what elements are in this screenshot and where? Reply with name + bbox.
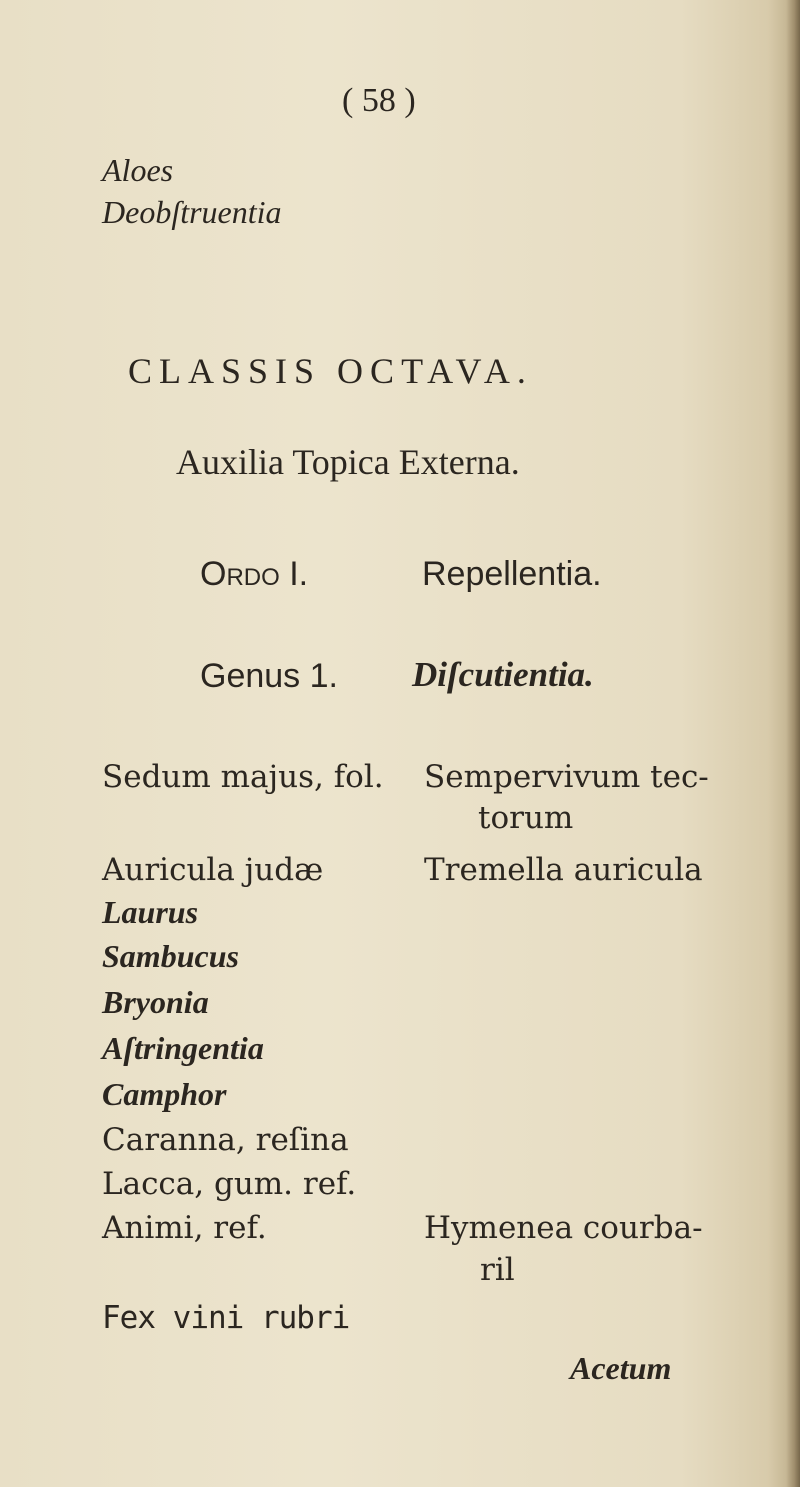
genus-label: Genus 1. [200,657,338,695]
list-item: Auricula judæ [102,852,324,888]
classis-title: CLASSIS OCTAVA. [128,351,533,391]
list-item: Aſtringentia [102,1030,264,1066]
list-item: Lacca, gum. ref. [102,1166,357,1202]
list-item: Camphor [102,1076,227,1112]
section-subtitle: Auxilia Topica Externa. [176,442,520,482]
catchword: Acetum [570,1350,672,1386]
ordo-label: Ordo I. [200,555,309,593]
list-item: Sedum majus, fol. [102,759,384,795]
list-item: Hymenea courba- [424,1210,703,1246]
ordo-name: Repellentia. [422,555,602,593]
page-number: ( 58 ) [342,82,416,119]
list-item: Tremella auricula [424,852,703,888]
list-item: Sempervivum tec- [424,759,709,795]
page-edge-shadow [786,0,800,1487]
list-item: Sambucus [102,938,239,974]
list-item: Fex vini rubri [102,1300,350,1336]
header-deobstruentia: Deobſtruentia [102,194,282,230]
list-item: ril [480,1252,515,1288]
genus-name: Diſcutientia. [412,655,594,694]
header-aloes: Aloes [102,152,174,188]
list-item: Bryonia [102,984,209,1020]
list-item: Laurus [102,894,199,930]
list-item: Caranna, reſina [102,1122,349,1158]
list-item: torum [478,800,574,836]
list-item: Animi, ref. [102,1210,267,1246]
